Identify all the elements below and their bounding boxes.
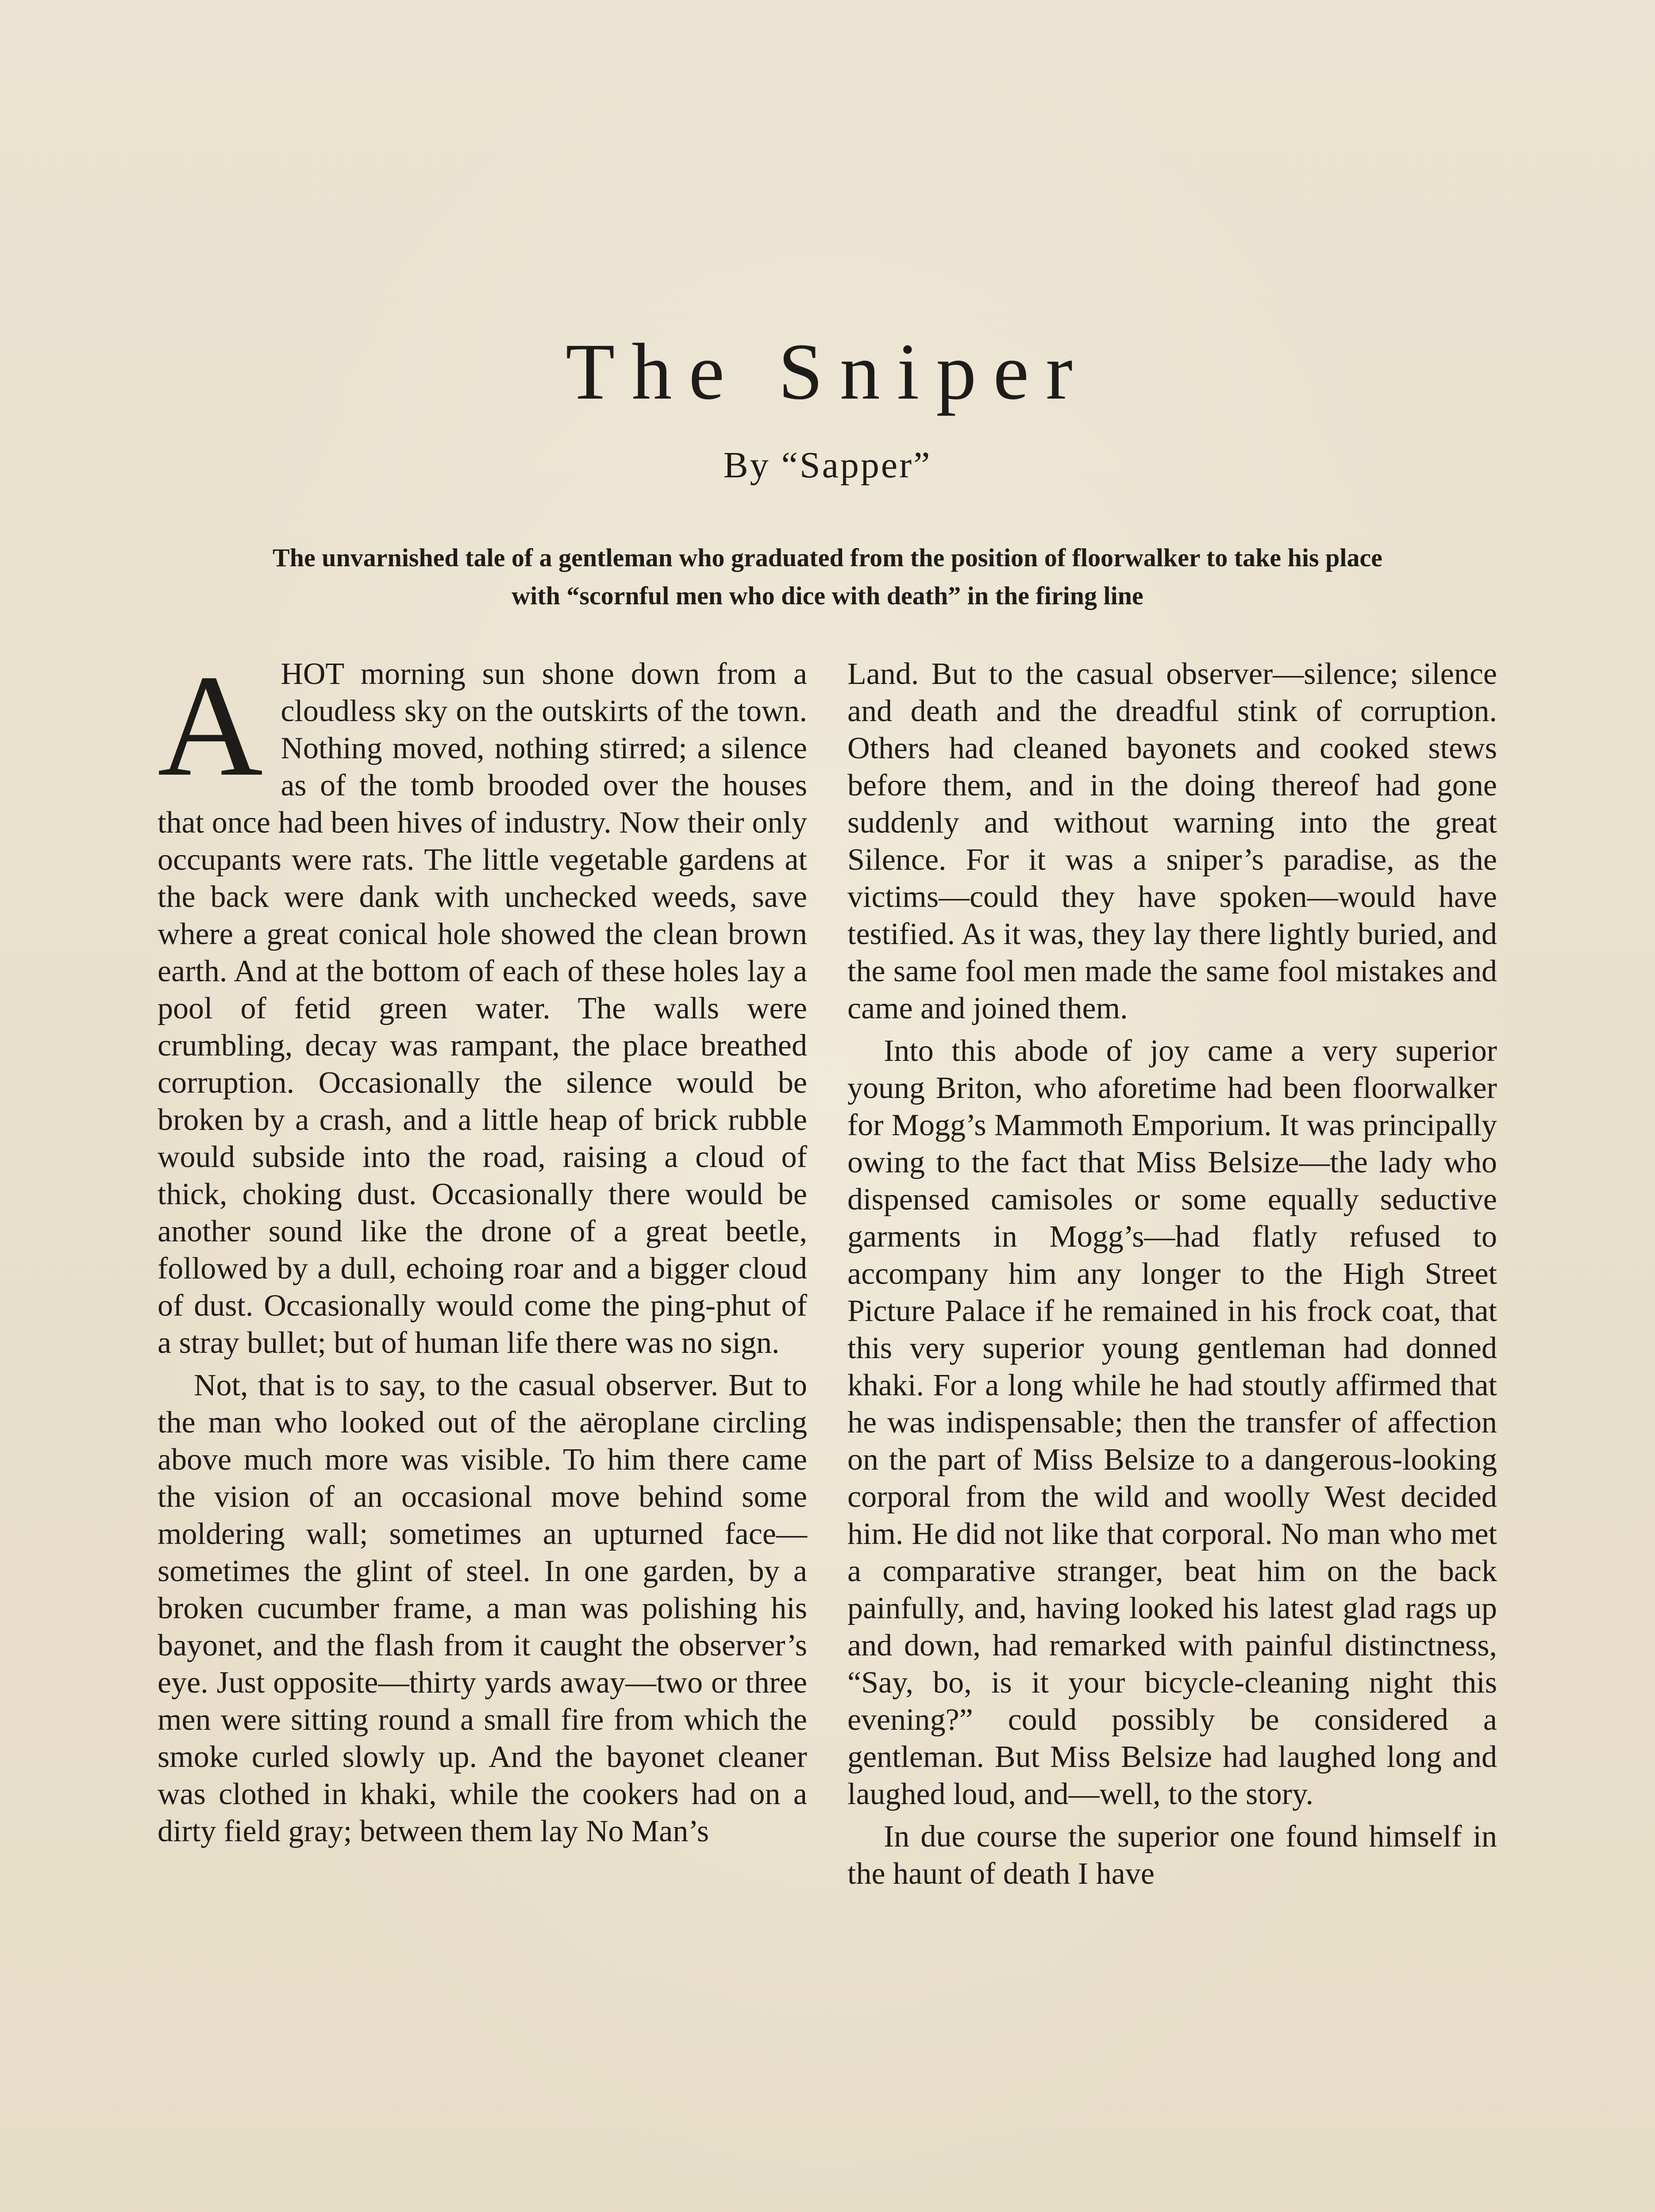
drop-cap: A xyxy=(158,645,263,806)
article-byline: By “Sapper” xyxy=(723,445,932,486)
paragraph-text: HOT morning sun shone down from a cloudless sky on the outskirts of the town. Nothing moved, nothing stirred; a silence as of the tomb brooded over the houses that once had been hives of industry. Now their only occupants were rats. The little vegetable gardens at the back were dank with unchecked weeds, save where a great conical hole showed the clean brown earth. And at the bottom of each of these holes lay a pool of fetid green water. The walls were crumbling, decay was rampant, the place breathed corruption. Occasionally the silence would be broken by a crash, and a little heap of brick rubble would subside into the road, raising a cloud of thick, choking dust. Occasionally there would be another sound like the drone of a great beetle, followed by a dull, echoing roar and a bigger cloud of dust. Occasionally would come the ping-phut of a stray bullet; but of human life there was no sign. xyxy=(158,657,807,1360)
article-deck: The unvarnished tale of a gentleman who graduated from the position of floorwalker to take his place with “scornful men who dice with death” in the firing line xyxy=(273,543,1382,610)
paragraph: In due course the superior one found himself in the haunt of death I have xyxy=(847,1820,1497,1891)
paragraph xyxy=(158,645,807,1362)
text-column-right xyxy=(847,656,1497,1898)
article-title: The Sniper xyxy=(566,327,1089,416)
paragraph: Land. But to the casual observer—silence; silence and death and the dreadful stink of corruption. Others had cleaned bayonets and cooked stews before them, and in the doing thereof had gone suddenly and without warning into the great Silence. For it was a sniper’s paradise, as the victims—could they have spoken—would have testified. As it was, they lay there lightly buried, and the same fool men made the same fool mistakes and came and joined them. xyxy=(847,657,1497,1025)
paragraph: Not, that is to say, to the casual observer. But to the man who looked out of the aëroplane circling above much more was visible. To him there came the vision of an occasional move behind some moldering wall; sometimes an upturned face—sometimes the glint of steel. In one garden, by a broken cucumber frame, a man was polishing his bayonet, and the flash from it caught the observer’s eye. Just opposite—thirty yards away—two or three men were sitting round a small fire from which the smoke curled slowly up. And the bayonet cleaner was clothed in khaki, while the cookers had on a dirty field gray; between them lay No Man’s xyxy=(158,1368,807,1848)
text-column-left xyxy=(158,645,807,1855)
paragraph: Into this abode of joy came a very superior young Briton, who aforetime had been floorwalker for Mogg’s Mammoth Emporium. It was principally owing to the fact that Miss Belsize—the lady who dispensed camisoles or some equally seductive garments in Mogg’s—had flatly refused to accompany him any longer to the High Street Picture Palace if he remained in his frock coat, that this very superior young gentleman had donned khaki. For a long while he had stoutly affirmed that he was indispensable; then the transfer of affection on the part of Miss Belsize to a dangerous-looking corporal from the wild and woolly West decided him. He did not like that corporal. No man who met a comparative stranger, beat him on the back painfully, and, having looked his latest glad rags up and down, had remarked with painful distinctness, “Say, bo, is it your bicycle-cleaning night this evening?” could possibly be considered a gentleman. But Miss Belsize had laughed long and laughed loud, and—well, to the story. xyxy=(847,1034,1497,1811)
